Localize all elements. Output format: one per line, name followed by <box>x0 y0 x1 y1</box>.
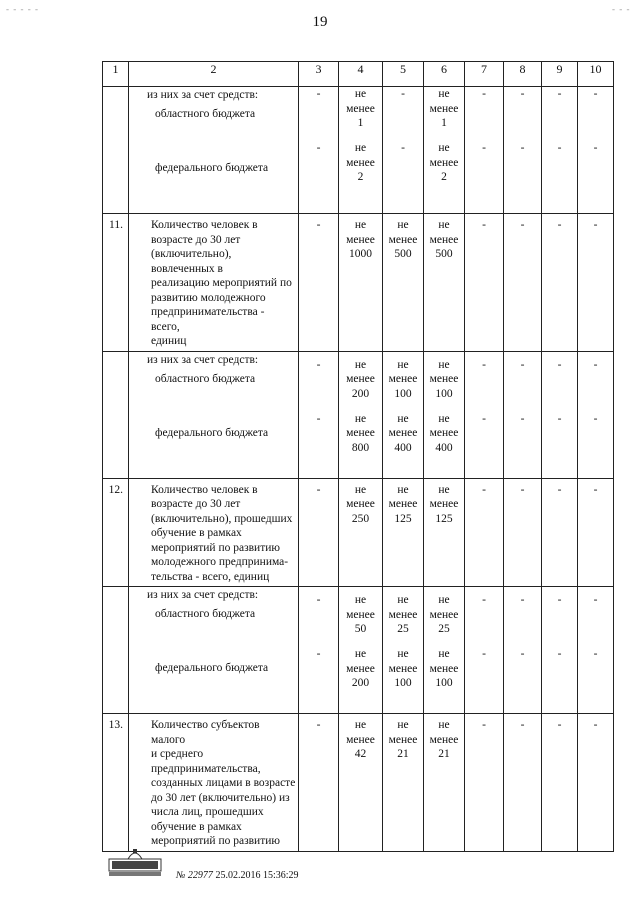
value-cell <box>578 87 614 214</box>
value-cell <box>424 587 465 714</box>
value-text: - <box>593 648 598 660</box>
value-text <box>339 647 382 699</box>
funding-source-label: федерального бюджета <box>155 162 269 174</box>
value-line: 1 <box>441 117 447 129</box>
value-text <box>339 87 382 141</box>
indicator-label-line: возрасте до 30 лет <box>151 233 241 246</box>
row-number-cell <box>103 587 129 714</box>
column-header: 5 <box>383 62 424 87</box>
funding-source-label: федерального бюджета <box>155 662 269 674</box>
value-text <box>424 87 464 141</box>
funding-source-label: областного бюджета <box>155 608 256 620</box>
value-line: не <box>397 412 409 425</box>
value-cell <box>504 478 542 587</box>
value-text: - <box>593 358 598 371</box>
indicator-label-line: Количество человек в <box>151 219 258 231</box>
value-cell <box>424 214 465 352</box>
value-line: 100 <box>435 387 453 400</box>
value-text <box>383 352 423 412</box>
value-cell <box>578 214 614 352</box>
indicator-label-line: предпринимательства - всего, <box>151 306 265 333</box>
value-cell <box>542 714 578 852</box>
value-cell <box>299 587 339 714</box>
value-cell <box>339 714 383 852</box>
value-text <box>383 587 423 647</box>
value-cell <box>299 214 339 352</box>
value-cell <box>578 714 614 852</box>
value-line: 21 <box>397 748 409 760</box>
value-line: 800 <box>351 441 370 454</box>
value-line: 21 <box>438 748 450 760</box>
value-line: не <box>438 483 450 496</box>
value-line: менее <box>429 102 459 115</box>
value-line: менее <box>429 608 459 621</box>
value-line: 50 <box>354 623 367 635</box>
value-text: - <box>557 358 562 371</box>
value-cell <box>465 351 504 478</box>
value-line: не <box>354 648 367 660</box>
value-line: менее <box>388 498 418 510</box>
value-line: 2 <box>357 171 364 183</box>
value-line: менее <box>346 662 375 675</box>
value-line: менее <box>388 733 418 746</box>
value-line: 200 <box>351 387 370 400</box>
indicator-label-cell <box>129 478 299 587</box>
value-cell <box>465 87 504 214</box>
value-line: 125 <box>435 512 453 525</box>
value-cell <box>299 714 339 852</box>
funding-labels-cell <box>129 351 299 478</box>
value-text: - <box>557 648 562 660</box>
value-line: 2 <box>441 171 447 183</box>
indicator-label-line: (включительно), прошедших <box>151 512 293 525</box>
value-line: менее <box>429 662 459 675</box>
value-line: менее <box>346 102 375 115</box>
value-line: менее <box>388 662 418 675</box>
value-text <box>339 714 382 762</box>
indicator-label-line: единиц <box>151 335 187 347</box>
row-number: 13. <box>103 714 129 852</box>
value-text <box>424 479 464 527</box>
indicator-label-line: Количество субъектов малого <box>151 719 260 746</box>
value-cell <box>504 714 542 852</box>
value-line: не <box>438 594 450 606</box>
scan-artifact: - - - <box>612 4 631 14</box>
value-cell <box>578 478 614 587</box>
value-text <box>424 714 464 762</box>
value-text: - <box>520 219 525 231</box>
document-footer <box>176 870 299 881</box>
value-text: - <box>482 412 486 425</box>
value-line: не <box>438 412 450 425</box>
value-cell <box>339 351 383 478</box>
value-cell <box>542 478 578 587</box>
value-line: менее <box>388 373 418 385</box>
value-line: 42 <box>354 748 367 760</box>
row-number: 11. <box>103 214 129 352</box>
value-line: 250 <box>351 512 370 525</box>
value-text <box>339 412 382 464</box>
document-number: № 22977 <box>176 870 213 881</box>
value-cell <box>424 714 465 852</box>
value-text: - <box>520 412 525 425</box>
indicator-label-cell <box>129 214 299 352</box>
page-number: 19 <box>312 14 328 30</box>
value-text: - <box>557 719 562 731</box>
row-number-cell <box>103 351 129 478</box>
value-text: - <box>593 719 598 731</box>
indicator-label-line: развитию молодежного <box>151 291 266 304</box>
value-cell <box>383 87 424 214</box>
value-line: не <box>354 719 367 731</box>
value-text: - <box>482 88 486 100</box>
value-text: - <box>593 594 598 606</box>
value-line: не <box>438 648 450 660</box>
value-cell <box>424 478 465 587</box>
value-cell <box>339 214 383 352</box>
value-text <box>339 479 382 527</box>
value-text: - <box>316 142 321 154</box>
value-line: не <box>438 219 450 231</box>
value-cell <box>504 587 542 714</box>
document-timestamp: 25.02.2016 15:36:29 <box>215 870 299 881</box>
indicator-label-line: мероприятий по развитию <box>151 541 280 554</box>
indicators-table <box>102 61 614 852</box>
row-number-cell <box>103 87 129 214</box>
value-cell <box>383 714 424 852</box>
value-line: не <box>397 594 409 606</box>
value-text: - <box>557 88 562 100</box>
indicator-label-line: молодежного предпринима- <box>151 556 289 568</box>
value-cell <box>299 351 339 478</box>
value-line: менее <box>346 608 375 621</box>
funding-breakdown-row <box>103 587 614 714</box>
value-line: не <box>438 358 450 371</box>
value-text: - <box>557 412 562 425</box>
value-line: менее <box>429 373 459 385</box>
value-text: - <box>520 88 525 100</box>
value-text <box>383 647 423 699</box>
value-line: 25 <box>397 623 409 635</box>
value-cell <box>383 478 424 587</box>
funding-source-label: федерального бюджета <box>155 426 269 439</box>
value-cell <box>578 351 614 478</box>
value-cell <box>383 587 424 714</box>
value-text: - <box>316 88 321 100</box>
column-header: 7 <box>465 62 504 87</box>
value-line: 500 <box>435 248 453 260</box>
column-header: 6 <box>424 62 465 87</box>
column-header: 2 <box>129 62 299 87</box>
value-cell <box>465 587 504 714</box>
value-line: 400 <box>435 441 453 454</box>
value-line: 25 <box>438 623 450 635</box>
value-line: 500 <box>394 248 412 260</box>
value-line: не <box>354 219 367 231</box>
indicator-label-line: (включительно), <box>151 248 232 260</box>
value-line: 1000 <box>349 248 372 260</box>
value-line: менее <box>346 156 375 169</box>
value-cell <box>383 351 424 478</box>
funding-heading: из них за счет средств: <box>147 353 259 366</box>
value-line: менее <box>388 233 418 246</box>
value-text: - <box>557 142 562 154</box>
value-line: 125 <box>394 512 412 525</box>
indicator-label-line: и среднего <box>151 748 204 760</box>
emblem-stamp <box>108 847 162 877</box>
value-line: не <box>438 88 450 100</box>
value-text: - <box>520 142 525 154</box>
column-header: 9 <box>542 62 578 87</box>
value-text: - <box>593 142 598 154</box>
indicator-label-line: созданных лицами в возрасте <box>151 777 296 789</box>
value-text <box>383 479 423 527</box>
value-text: - <box>593 412 598 425</box>
value-text <box>424 647 464 699</box>
value-text: - <box>593 483 598 496</box>
value-text <box>339 352 382 412</box>
value-text: - <box>520 648 525 660</box>
value-text: - <box>316 412 321 425</box>
value-text <box>424 412 464 464</box>
value-text: - <box>482 648 486 660</box>
value-text: - <box>482 483 486 496</box>
value-text: - <box>482 719 486 731</box>
value-text: - <box>401 88 405 100</box>
value-cell <box>299 87 339 214</box>
value-line: не <box>397 719 409 731</box>
value-line: менее <box>429 733 459 746</box>
value-line: менее <box>346 733 375 746</box>
value-text <box>339 141 382 193</box>
value-line: 400 <box>394 441 412 454</box>
value-text: - <box>520 358 525 371</box>
value-cell <box>424 87 465 214</box>
column-header: 4 <box>339 62 383 87</box>
value-cell <box>339 87 383 214</box>
funding-breakdown-row <box>103 87 614 214</box>
value-text: - <box>557 483 562 496</box>
value-text: - <box>520 719 525 731</box>
funding-source-label: областного бюджета <box>155 372 256 385</box>
funding-labels-cell <box>129 87 299 214</box>
value-line: 100 <box>435 677 453 689</box>
indicator-label-line: обучение в рамках <box>151 820 242 833</box>
header-row <box>103 62 614 87</box>
value-line: менее <box>429 498 459 510</box>
value-text <box>383 714 423 762</box>
value-text: - <box>593 88 598 100</box>
value-cell <box>339 587 383 714</box>
value-cell <box>504 87 542 214</box>
value-line: не <box>354 594 367 606</box>
indicator-label-line: до 30 лет (включительно) из <box>151 791 290 804</box>
value-text: - <box>482 594 486 606</box>
indicator-label-line: реализацию мероприятий по <box>151 277 292 289</box>
value-line: менее <box>346 233 375 246</box>
value-line: менее <box>388 608 418 621</box>
value-line: не <box>397 648 409 660</box>
value-line: не <box>354 142 367 154</box>
indicator-row <box>103 214 614 352</box>
value-text: - <box>316 594 321 606</box>
value-line: не <box>397 219 409 231</box>
value-line: менее <box>346 427 375 439</box>
value-line: 200 <box>351 677 370 689</box>
value-line: 100 <box>394 387 412 400</box>
value-cell <box>339 478 383 587</box>
indicator-label-cell <box>129 714 299 852</box>
value-cell <box>542 351 578 478</box>
indicator-label-line: вовлеченных в <box>151 262 223 275</box>
value-text: - <box>557 219 562 231</box>
value-text: - <box>593 219 598 231</box>
value-text: - <box>316 648 321 660</box>
value-line: не <box>397 483 409 496</box>
value-text: - <box>520 483 525 496</box>
value-line: не <box>354 483 367 496</box>
value-text: - <box>401 142 405 154</box>
column-header: 3 <box>299 62 339 87</box>
value-line: не <box>397 358 409 371</box>
value-text <box>424 352 464 412</box>
value-line: менее <box>388 427 418 439</box>
funding-source-label: областного бюджета <box>155 108 256 120</box>
value-cell <box>578 587 614 714</box>
value-line: 100 <box>394 677 412 689</box>
value-line: не <box>354 412 367 425</box>
column-header: 8 <box>504 62 542 87</box>
value-line: менее <box>346 373 375 385</box>
scan-artifact: - - - - - <box>6 4 39 14</box>
value-text <box>383 412 423 464</box>
value-text: - <box>316 483 321 496</box>
indicator-row <box>103 714 614 852</box>
value-text: - <box>482 219 486 231</box>
value-line: менее <box>429 427 459 439</box>
value-cell <box>542 214 578 352</box>
value-text <box>339 587 382 647</box>
value-cell <box>465 214 504 352</box>
value-line: не <box>354 88 367 100</box>
value-text: - <box>482 142 486 154</box>
funding-labels-cell <box>129 587 299 714</box>
value-cell <box>383 214 424 352</box>
indicator-label-line: предпринимательства, <box>151 762 261 775</box>
value-line: не <box>438 719 450 731</box>
column-header: 10 <box>578 62 614 87</box>
value-line: менее <box>429 156 459 169</box>
indicator-row <box>103 478 614 587</box>
value-text: - <box>316 358 321 371</box>
value-text: - <box>316 719 321 731</box>
value-cell <box>465 714 504 852</box>
value-cell <box>504 214 542 352</box>
value-text: - <box>482 358 486 371</box>
value-text <box>339 214 382 262</box>
indicator-label-line: Количество человек в <box>151 483 258 496</box>
indicator-label-line: числа лиц, прошедших <box>151 806 264 818</box>
value-text <box>424 141 464 193</box>
value-line: не <box>438 142 450 154</box>
value-line: не <box>354 358 367 371</box>
indicator-label-line: тельства - всего, единиц <box>151 570 270 583</box>
value-line: менее <box>346 498 375 510</box>
value-cell <box>504 351 542 478</box>
value-text <box>424 214 464 262</box>
value-text <box>424 587 464 647</box>
indicator-label-line: обучение в рамках <box>151 527 242 539</box>
row-number: 12. <box>103 478 129 587</box>
value-text: - <box>520 594 525 606</box>
value-line: 1 <box>357 117 364 129</box>
funding-breakdown-row <box>103 351 614 478</box>
value-text: - <box>557 594 562 606</box>
funding-heading: из них за счет средств: <box>147 589 259 601</box>
value-text: - <box>316 219 321 231</box>
indicator-label-line: мероприятий по развитию <box>151 835 280 847</box>
value-cell <box>542 587 578 714</box>
value-cell <box>424 351 465 478</box>
value-line: менее <box>429 233 459 246</box>
value-cell <box>465 478 504 587</box>
value-cell <box>542 87 578 214</box>
funding-heading: из них за счет средств: <box>147 89 259 101</box>
indicator-label-line: возрасте до 30 лет <box>151 498 241 510</box>
value-text <box>383 214 423 262</box>
column-header: 1 <box>103 62 129 87</box>
value-cell <box>299 478 339 587</box>
